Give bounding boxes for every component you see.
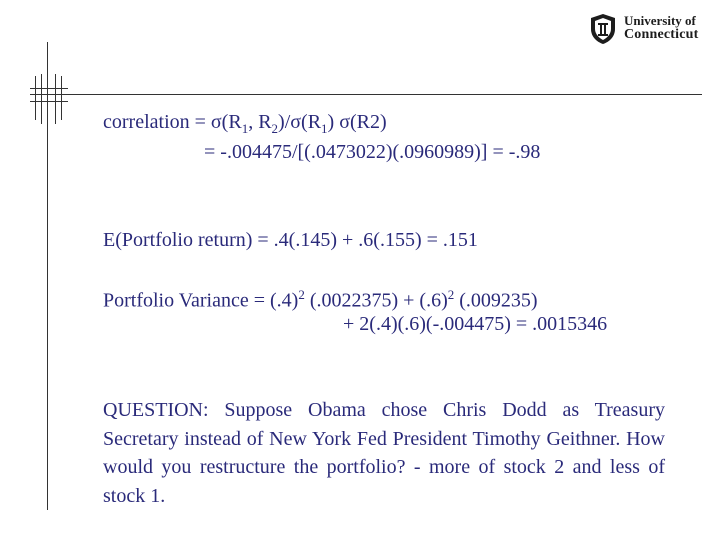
logo-line-1: University of (624, 13, 696, 28)
university-logo (588, 12, 700, 46)
crosshatch-line-6 (30, 101, 68, 102)
university-seal-icon (588, 13, 618, 45)
logo-wordmark (624, 14, 699, 42)
variance-lead: Portfolio Variance = (.4) (103, 289, 299, 312)
crosshatch-line-1 (35, 76, 36, 120)
variance-sup-2: 2 (447, 287, 455, 302)
correlation-tail: ) σ(R2) (327, 111, 387, 133)
correlation-line-1 (103, 110, 387, 141)
correlation-mid-1: , R (248, 111, 272, 133)
variance-sup-1: 2 (298, 287, 305, 302)
correlation-sub-2: 2 (271, 121, 279, 136)
crosshatch-line-2 (41, 74, 42, 124)
expected-return-line: E(Portfolio return) = .4(.145) + .6(.155) = .151 (103, 229, 478, 251)
question-paragraph: QUESTION: Suppose Obama chose Chris Dodd as Treasury Secretary instead of New York Fed President Timothy Geithner. How would you restructure the portfolio? - more of stock 2 and less of stock 1. (103, 399, 665, 507)
variance-line-2: + 2(.4)(.6)(-.004475) = .0015346 (343, 313, 608, 335)
correlation-lead: correlation = σ(R (103, 111, 242, 133)
variance-mid: (.0022375) + (.6) (304, 289, 448, 312)
correlation-mid-2: )/σ(R (278, 111, 322, 133)
variance-line-1 (103, 283, 538, 313)
variance-tail: (.009235) (454, 289, 538, 312)
correlation-line-2: = -.004475/[(.0473022)(.0960989)] = -.98 (204, 141, 541, 163)
crosshatch-line-4 (61, 76, 62, 120)
top-horizontal-rule (30, 94, 702, 95)
correlation-sub-1: 1 (241, 121, 249, 136)
left-vertical-rule (47, 42, 48, 510)
crosshatch-line-5 (30, 88, 68, 89)
correlation-sub-3: 1 (321, 121, 328, 136)
crosshatch-line-3 (55, 74, 56, 124)
logo-line-2: Connecticut (624, 27, 699, 42)
